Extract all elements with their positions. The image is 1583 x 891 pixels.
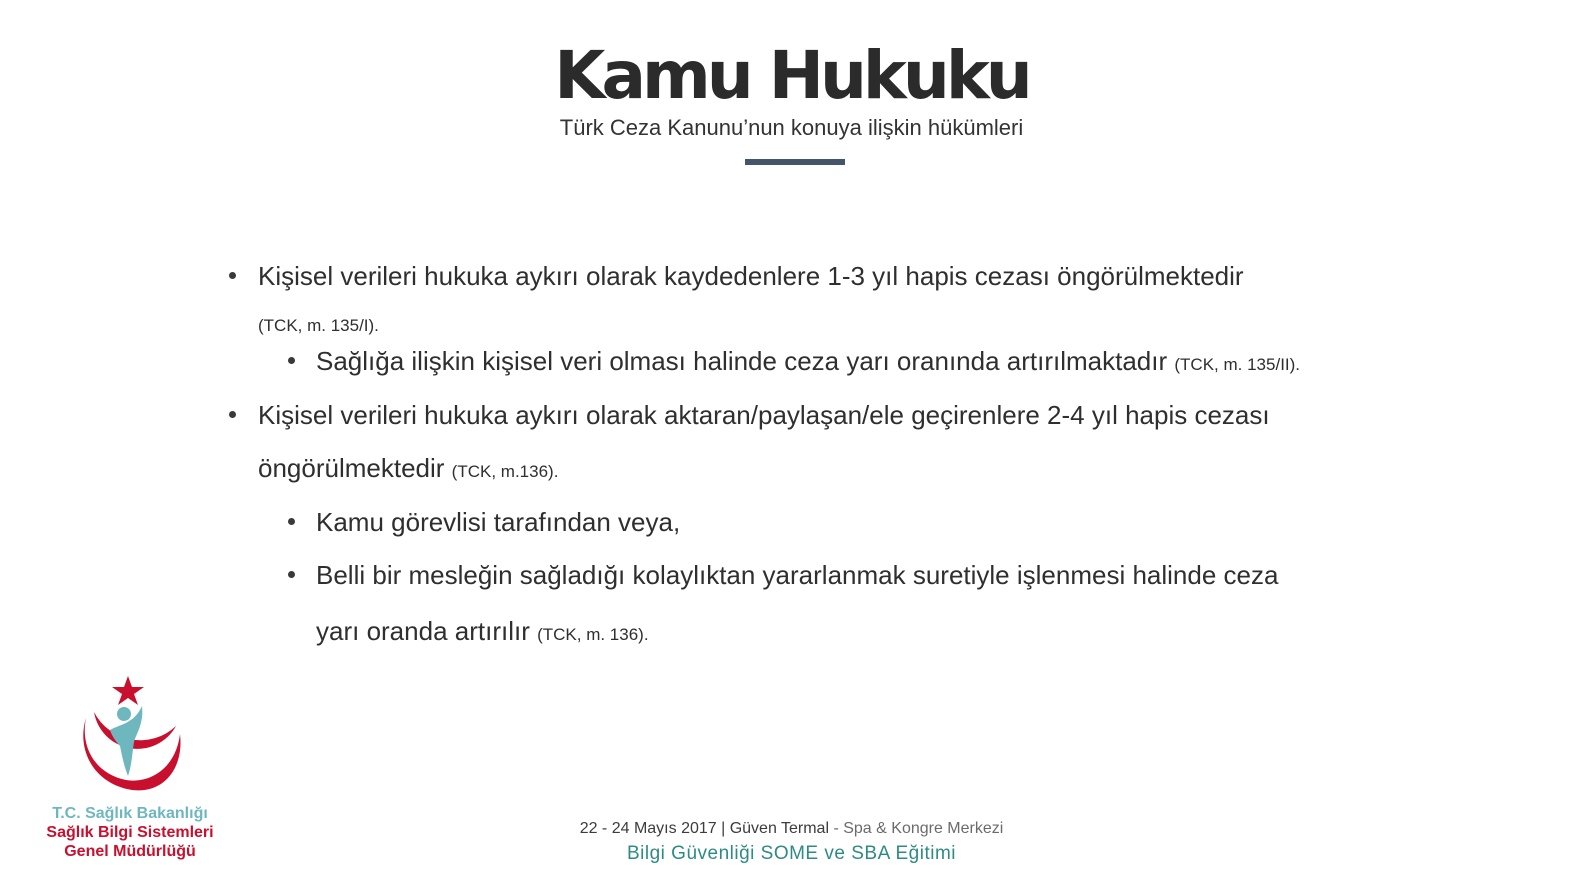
footer-event-title: Bilgi Güvenliği SOME ve SBA Eğitimi [626, 843, 956, 864]
citation [258, 306, 379, 342]
bullet-text: öngörülmektedir [258, 453, 445, 483]
footer-date: 22 - 24 Mayıs 2017 | Güven Termal [579, 820, 830, 837]
bullet-text: Sağlığa ilişkin kişisel veri olması halinde ceza yarı oranında artırılmaktadır [316, 346, 1168, 376]
list-item-continuation [316, 615, 649, 651]
logo-line-department: Sağlık Bilgi Sistemleri [46, 824, 214, 841]
list-item [258, 260, 1244, 292]
bullet-dot [288, 357, 295, 364]
ministry-emblem-icon [72, 672, 192, 802]
bullet-dot [288, 518, 295, 525]
bullet-text: Kamu görevlisi tarafından veya, [316, 507, 681, 537]
bullet-text: Kişisel verileri hukuka aykırı olarak kaydedenlere 1-3 yıl hapis cezası öngörülmektedir [258, 261, 1244, 291]
bullet-text: Kişisel verileri hukuka aykırı olarak aktaran/paylaşan/ele geçirenlere 2-4 yıl hapis cezası [258, 400, 1270, 430]
page-subtitle: Türk Ceza Kanunu’nun konuya ilişkin hükümleri [559, 115, 1024, 140]
bullet-text: yarı oranda artırılır [316, 616, 530, 646]
list-item [316, 506, 680, 538]
page-title: Kamu Hukuku [554, 37, 1029, 114]
citation-text: (TCK, m.136). [451, 462, 559, 481]
footer-venue: - Spa & Kongre Merkezi [829, 820, 1004, 837]
bullet-text: Belli bir mesleğin sağladığı kolaylıktan yararlanmak suretiyle işlenmesi halinde ceza [316, 560, 1279, 590]
citation-text: (TCK, m. 135/I). [258, 316, 379, 335]
bullet-dot [288, 571, 295, 578]
citation-text: (TCK, m. 136). [537, 625, 649, 644]
list-item-continuation [258, 452, 558, 488]
logo-line-directorate: Genel Müdürlüğü [64, 843, 196, 860]
logo-line-ministry: T.C. Sağlık Bakanlığı [52, 805, 208, 822]
citation-text: (TCK, m. 135/II). [1174, 355, 1301, 374]
footer-date-venue [0, 819, 1583, 839]
list-item [316, 345, 1300, 381]
bullet-dot [229, 272, 236, 279]
list-item [316, 559, 1278, 591]
list-item [258, 399, 1270, 431]
bullet-dot [229, 411, 236, 418]
